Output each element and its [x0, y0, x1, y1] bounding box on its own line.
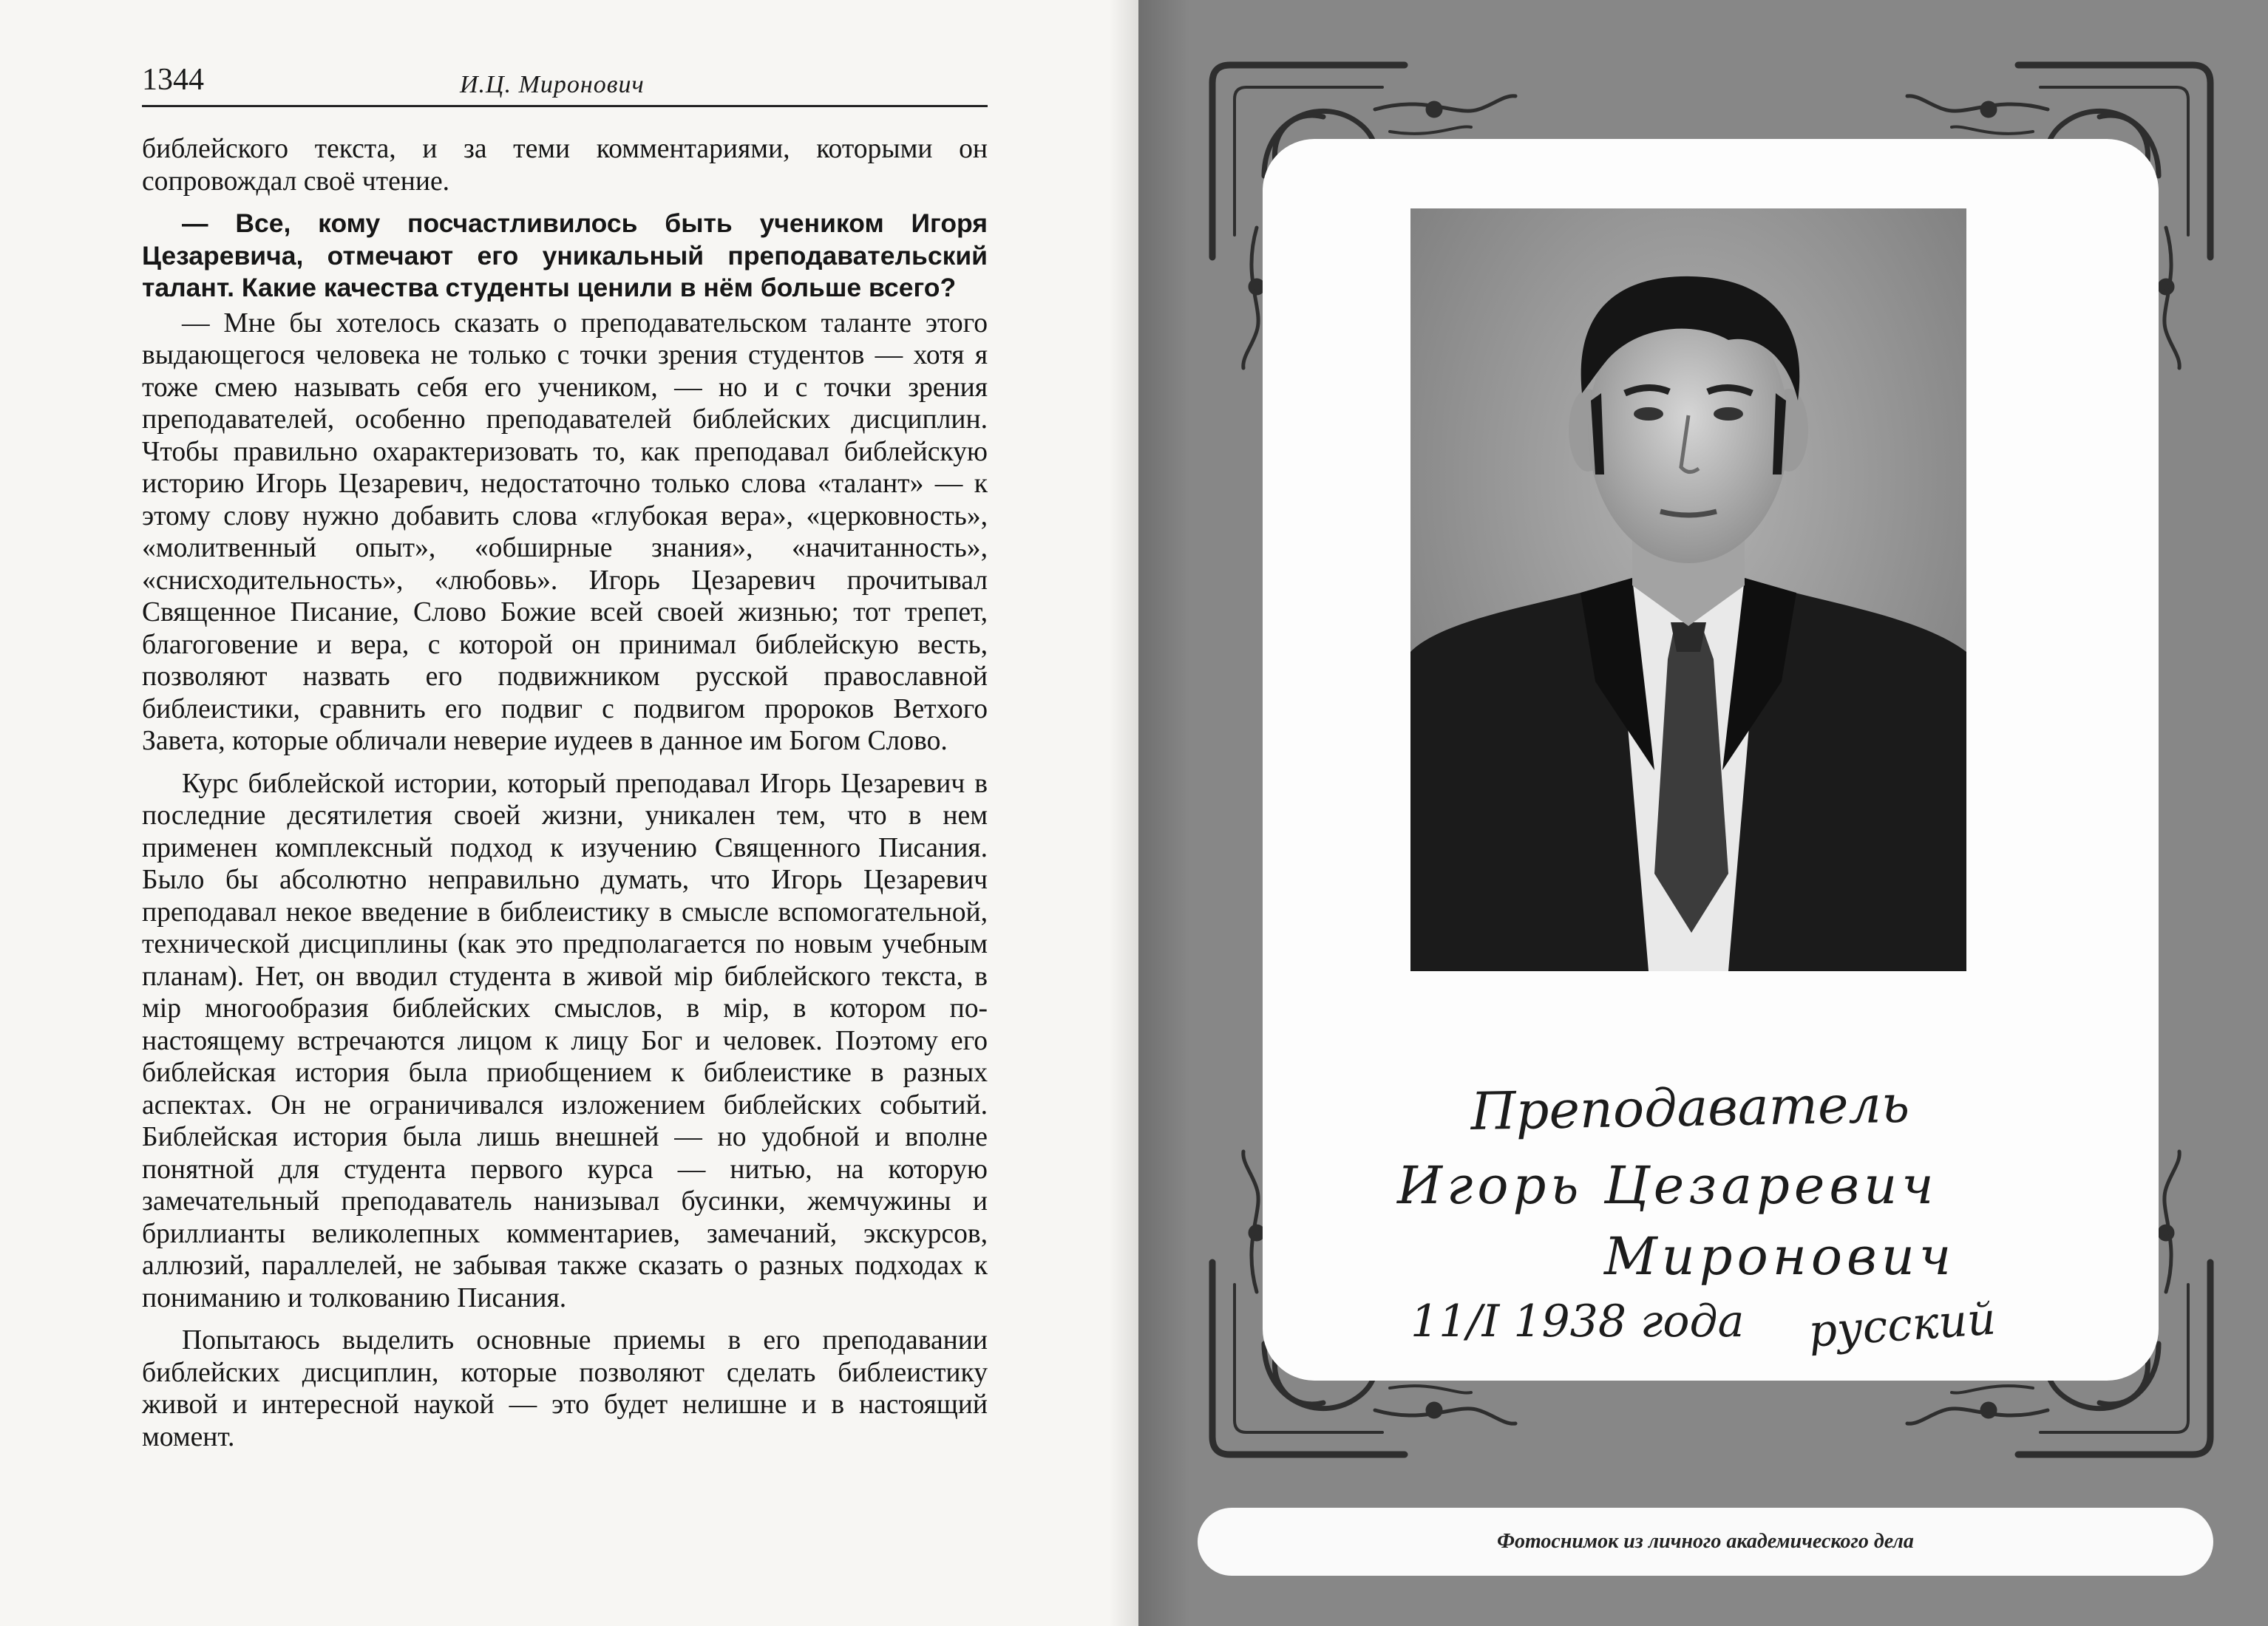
handwriting-nationality: русский — [1807, 1293, 1997, 1358]
handwriting-line-name: Игорь Цезаревич — [1397, 1155, 1938, 1216]
page-number: 1344 — [142, 63, 204, 97]
paragraph-bible-history-course: Курс библейской истории, который преподавал Игорь Цезаревич в последние десятилетия своей жизни, уникален тем, что в нем применен комплексный подход к изучению Священного Писания. Было бы абсолютно неправильно думать, что Игорь Цезаревич преподавал некое введение в библеистику в смысле вспомогательной, технической дисциплины (как это предполагается по новым учебным планам). Нет, он вводил студента в живой мiр библейского текста, в мiр многообразия библейских смыслов, в мiр, в котором по-настоящему встречаются лицом к лицу Бог и человек. Поэтому его библейская история была приобщением к библеистике в разных аспектах. Он не ограничивался изложением библейских событий. Библейская история была лишь внешней — но удобной и вполне понятной для студента первого курса — нитью, на которую замечательный преподаватель нанизывал бусинки, жемчужины и бриллианты великолепных комментариев, замечаний, экскурсов, аллюзий, параллелей, не забывая также сказать о разных подходах к пониманию и толкованию Писания. — [142, 768, 988, 1313]
photo-caption-box — [1198, 1508, 2213, 1576]
photo-caption: Фотоснимок из личного академического дела — [1497, 1530, 1914, 1553]
interview-question: — Все, кому посчастливилось быть учеником Игоря Цезаревича, отмечают его уникальный преподавательский талант. Какие качества студенты ценили в нём больше всего? — [142, 208, 988, 302]
interview-answer: — Мне бы хотелось сказать о преподавательском таланте этого выдающегося человека не только с точки зрения студентов — хотя я тоже смею называть себя его учеником, — но и с точки зрения преподавателей, особенно преподавателей библейских дисциплин. Чтобы правильно охарактеризовать то, как преподавал библейскую историю Игорь Цезаревич, недостаточно только слова «талант» — к этому слову нужно добавить слова «глубокая вера», «церковность», «молитвенный опыт», «обширные знания», «начитанность», «снисходительность», «любовь». Игорь Цезаревич прочитывал Священное Писание, Слово Божие всей своей жизнью; тот трепет, благоговение и вера, с которой он принимал библейскую весть, позволяют назвать его подвижником русской православной библеистики, сравнить его подвиг с подвигом пророков Ветхого Завета, которые обличали неверие иудеев в данное им Богом Слово. — [142, 307, 988, 756]
paragraph-teaching-methods: Попытаюсь выделить основные приемы в его преподавании библейских дисциплин, которые позволяют сделать библеистику живой и интересной наукой — это будет нелишне и в настоящий момент. — [142, 1325, 988, 1452]
handwriting-line-title: Преподаватель — [1470, 1073, 1910, 1142]
handwriting-line-surname: Миронович — [1604, 1226, 1956, 1287]
handwriting-date: 11/I 1938 года — [1410, 1296, 1745, 1347]
paragraph-continuation: библейского текста, и за теми комментариями, которыми он сопровождал своё чтение. — [142, 134, 988, 197]
running-title: И.Ц. Миронович — [460, 71, 645, 98]
